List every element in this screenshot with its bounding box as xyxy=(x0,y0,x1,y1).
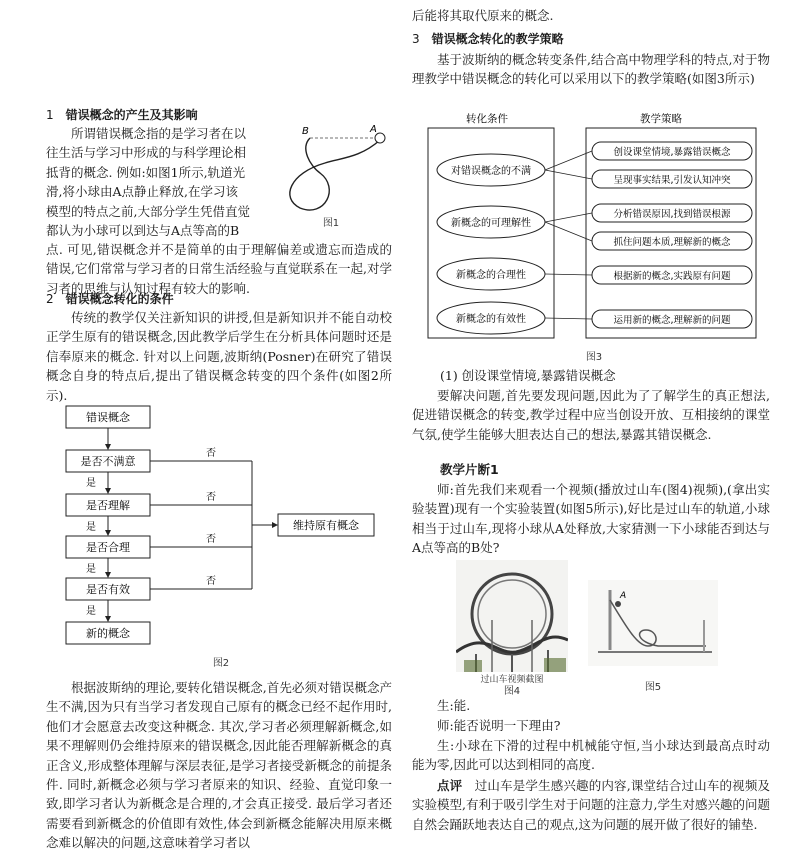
section-3-heading xyxy=(412,30,770,49)
figure-1-caption: 图1 xyxy=(322,218,340,229)
paragraph: 师:能否说明一下理由? xyxy=(437,718,561,733)
paragraph: 师:首先我们来观看一个视频(播放过山车(图4)视频),(拿出实验装置)现有一个实验装置(如图5所示),好比是过山车的轨道,小球相当于过山车,现将小球从A处释放,大家猜测一下小球能否到达与A点等高的B处? xyxy=(412,482,770,556)
label-a: A xyxy=(370,124,377,135)
condition-label: 对错误概念的不满 xyxy=(451,166,531,177)
figure-4-inner-caption: 过山车视频截图 xyxy=(480,675,544,685)
yes-label: 是 xyxy=(86,564,96,575)
paragraph: 基于波斯纳的概念转变条件,结合高中物理学科的特点,对于物理教学中错误概念的转化可以采用以下的教学策略(如图3所示) xyxy=(412,52,770,87)
rollercoaster-photo xyxy=(456,560,568,672)
paragraph: 点. 可见,错误概念并不是简单的由于理解偏差或遗忘而造成的错误,它们常常与学习者的日常生活经验与直觉联系在一起,对学习者的思维与认知过程有较大的影响. xyxy=(46,242,392,296)
clip-title-text: 教学片断1 xyxy=(440,462,499,477)
condition-label: 新概念的可理解性 xyxy=(451,218,531,229)
paragraph: 要解决问题,首先要发现问题,因此为了了解学生的真正想法,促进错误概念的转变,教学过程中应当创设开放、互相接纳的课堂气氛,使学生能够大胆表达自己的想法,暴露其错误概念. xyxy=(412,388,770,442)
text-line: 模型的特点之前,大部分学生凭借直觉 xyxy=(46,203,250,219)
box-label: 维持原有概念 xyxy=(293,519,359,532)
section-2-heading xyxy=(46,290,392,309)
strategy-label: 呈现事实结果,引发认知冲突 xyxy=(613,175,731,186)
label-a: A xyxy=(620,591,627,601)
section-title: 错误概念的产生及其影响 xyxy=(65,108,198,122)
teacher-1 xyxy=(412,480,770,558)
label-b: B xyxy=(302,126,309,137)
condition-label: 新概念的合理性 xyxy=(456,270,526,281)
subheading-1-text xyxy=(412,386,770,444)
figure-5-caption: 图5 xyxy=(644,682,662,693)
figure-4 xyxy=(456,560,568,697)
comment xyxy=(412,776,770,834)
section-title: 错误概念转化的条件 xyxy=(65,292,174,306)
text-line: 抵背的概念. 例如:如图1所示,轨道光 xyxy=(46,164,246,180)
box-label: 是否合理 xyxy=(86,541,130,554)
yes-label: 是 xyxy=(86,522,96,533)
no-label: 否 xyxy=(206,534,216,545)
strategy-diagram xyxy=(426,108,762,342)
text-line: 滑,将小球由A点静止释放,在学习该 xyxy=(46,184,238,200)
comment-label: 点评 xyxy=(437,778,463,793)
figure-3-caption: 图3 xyxy=(585,352,603,363)
text-line: 所谓错误概念指的是学习者在以 xyxy=(71,126,247,141)
subheading-text: (1) 创设课堂情境,暴露错误概念 xyxy=(440,368,616,383)
paragraph: 根据波斯纳的理论,要转化错误概念,首先必须对错误概念产生不满,因为只有当学习者发现自己原有的概念已经不起作用时,他们才会愿意去改变这种概念. 其次,学习者必须理解新概念,如果不理解则仍会维持原来的错误概念,因此能否理解新概念的真正含义,形成整体理解与深层表征,是学习者接受新概念的前提条件. 同时,新概念必须与学习者原来的知识、经验、直觉印象一致,即学习者认为新概念是合理的,才会真正接受. 最后学习者还需要看到新概念的价值即有效性,体会到新概念能解决用原来概念难以解决的问题,这意味着学习者以 xyxy=(46,680,392,851)
clip-title xyxy=(440,460,770,479)
text-line: 都认为小球可以到达与A点等高的B xyxy=(46,223,240,239)
box-label: 是否有效 xyxy=(86,583,130,596)
strategy-label: 创设课堂情境,暴露错误概念 xyxy=(613,147,731,158)
subheading-1 xyxy=(440,366,770,385)
paragraph: 传统的教学仅关注新知识的讲授,但是新知识并不能自动校正学生原有的错误概念,因此教学后学生在分析具体问题时还是信奉原来的概念. 针对以上问题,波斯纳(Posner)在研究了错误概念自身的特点后,提出了错误概念转变的四个条件(如图2所示). xyxy=(46,310,392,403)
figure-2-caption: 图2 xyxy=(212,658,230,669)
figure-2 xyxy=(56,400,386,672)
flowchart xyxy=(56,400,386,650)
track-diagram xyxy=(270,118,392,218)
no-label: 否 xyxy=(206,576,216,587)
yes-label: 是 xyxy=(86,606,96,617)
figure-3 xyxy=(426,108,762,364)
right-header: 教学策略 xyxy=(640,113,682,125)
figure-5 xyxy=(588,580,718,693)
strategy-label: 根据新的概念,实践原有问题 xyxy=(613,271,731,282)
comment-text: 过山车是学生感兴趣的内容,课堂结合过山车的视频及实验模型,有利于吸引学生对于问题的注意力,学生对感兴趣的问题自然会踊跃地表达自己的观点,这为问题的展开做了很好的铺垫. xyxy=(412,778,770,832)
condition-label: 新概念的有效性 xyxy=(456,314,526,325)
after-figure-2-text xyxy=(46,678,392,853)
strategy-label: 抓住问题本质,理解新的概念 xyxy=(613,237,731,248)
apparatus-photo xyxy=(588,580,718,666)
yes-label: 是 xyxy=(86,478,96,489)
figure-1 xyxy=(270,118,392,230)
paragraph: 后能将其取代原来的概念. xyxy=(412,8,554,23)
strategy-label: 运用新的概念,理解新的问题 xyxy=(613,315,731,326)
left-header: 转化条件 xyxy=(466,113,508,125)
strategy-label: 分析错误原因,找到错误根源 xyxy=(613,209,731,220)
section-number: 1 xyxy=(46,108,54,122)
student-2 xyxy=(412,736,770,775)
section-3-text xyxy=(412,50,770,89)
box-label: 新的概念 xyxy=(86,627,130,640)
continued-text xyxy=(412,6,770,25)
no-label: 否 xyxy=(206,448,216,459)
section-number: 3 xyxy=(412,32,420,46)
student-1 xyxy=(412,696,770,715)
section-title: 错误概念转化的教学策略 xyxy=(431,32,564,46)
text-line: 往生活与学习中形成的与科学理论相 xyxy=(46,145,247,161)
paragraph: 生:能. xyxy=(437,698,471,713)
box-label: 是否理解 xyxy=(86,499,130,512)
section-1-wrapped-text xyxy=(46,124,268,240)
box-label: 错误概念 xyxy=(86,411,130,424)
section-2-text xyxy=(46,308,392,405)
track-curve xyxy=(290,138,380,210)
figure-4-caption: 图4 xyxy=(503,686,521,697)
section-number: 2 xyxy=(46,292,54,306)
teacher-2 xyxy=(412,716,770,735)
paragraph: 生:小球在下滑的过程中机械能守恒,当小球达到最高点时动能为零,因此可以达到相同的高度. xyxy=(412,738,770,773)
no-label: 否 xyxy=(206,492,216,503)
box-label: 是否不满意 xyxy=(80,455,136,468)
